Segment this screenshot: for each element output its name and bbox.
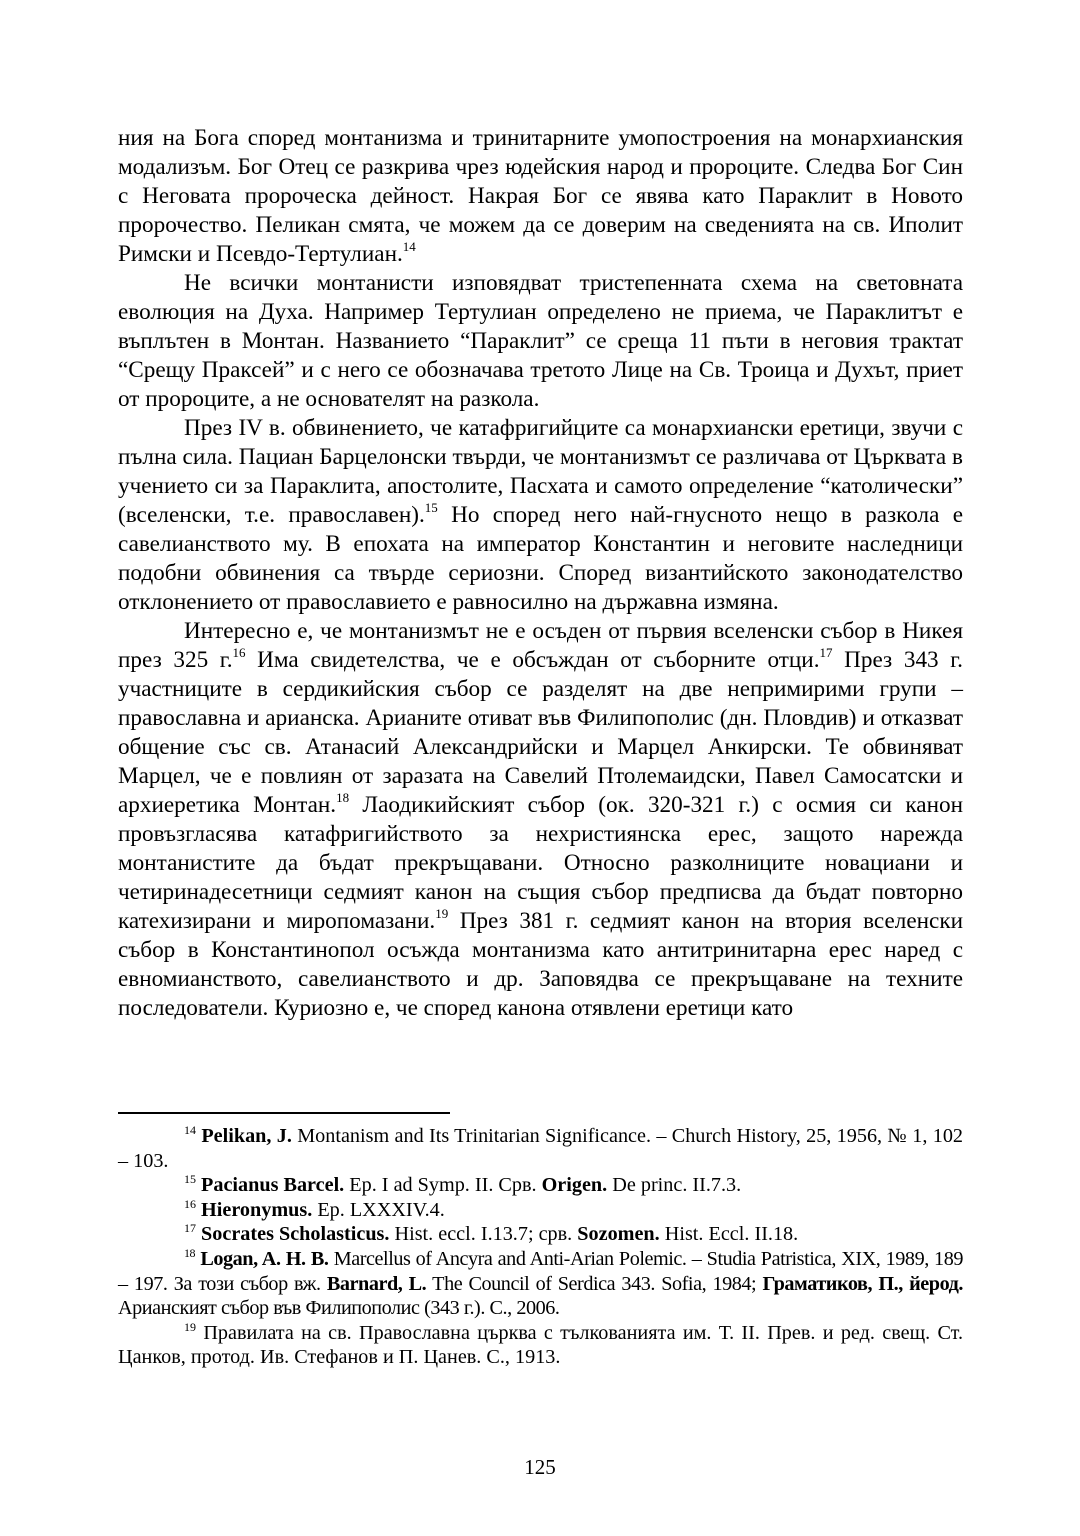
footnote bbox=[118, 1222, 963, 1247]
text-run: Лаодикийският събор (ок. 320-321 г.) с осмия си канон провъзгласява катафригийството за нехристиянска ерес, защото нарежда монтанистите да бъдат прекръщавани. Относно разколниците новациани и четиринадесетници седмият канон на същия събор предписва да бъдат повторно катехизирани и миропомазани. bbox=[118, 792, 963, 934]
paragraph bbox=[118, 414, 963, 617]
main-text bbox=[118, 124, 963, 1023]
footnote bbox=[118, 1321, 963, 1370]
text-run: Hist. Eccl. II.18. bbox=[659, 1223, 799, 1246]
cited-author: Origen. bbox=[541, 1174, 608, 1197]
paragraph bbox=[118, 124, 963, 269]
text-run: Правилата на св. Православна църква с тълкованията им. Т. II. Прев. и ред. свещ. Ст. Цанков, протод. Ив. Стефанов и П. Цанев. С., 1913. bbox=[118, 1321, 964, 1369]
page-number: 125 bbox=[524, 1455, 556, 1479]
footnote-number: 14 bbox=[184, 1123, 196, 1137]
footnote-number: 15 bbox=[184, 1172, 196, 1187]
text-run: Ep. LXXXIV.4. bbox=[312, 1198, 445, 1221]
footnote-ref: 15 bbox=[424, 500, 438, 515]
footnotes bbox=[118, 1124, 963, 1370]
text-run: Но според него най-гнусното нещо в разкола е савелианството му. В епохата на император Константин и неговите наследници подобни обвинения са твърде сериозни. Според византийското законодателство отклонението от православието е равносилно на държавна измяна. bbox=[118, 502, 963, 615]
text-run: През 343 г. участниците в сердикийския събор се разделят на две непримирими групи – православна и арианска. Арианите отиват във Филипополис (дн. Пловдив) и отказват общение със св. Атанасий Александрийски и Марцел Анкирски. Те обвиняват Марцел, че е повлиян от заразата на Савелий Птолемаидски, Павел Самосатски и архиеретика Монтан. bbox=[118, 647, 963, 818]
text-run: Ep. I ad Symp. II. Срв. bbox=[344, 1174, 542, 1197]
cited-author: Pacianus Barcel. bbox=[201, 1174, 345, 1197]
cited-author: Hieronymus. bbox=[201, 1198, 313, 1221]
text-run: The Council of Serdica 343. Sofia, 1984; bbox=[426, 1272, 763, 1295]
cited-author: Pelikan, J. bbox=[201, 1125, 292, 1147]
cited-author: Граматиков, П., йерод. bbox=[762, 1272, 963, 1295]
text-run: De princ. II.7.3. bbox=[607, 1174, 742, 1197]
text-run: Интересно е, че монтанизмът не е осъден от първия вселенски събор в Никея през 325 г. bbox=[118, 618, 963, 673]
paragraph bbox=[118, 617, 963, 1023]
text-run: Marcellus of Ancyra and Anti-Arian Polemic. – Studia Patristica, XIX, 1989, 189 – 197. За този събор вж. bbox=[118, 1247, 963, 1295]
text-run: През IV в. обвинението, че катафригийците са монархиански еретици, звучи с пълна сила. Пациан Барцелонски твърди, че монтанизмът се различава от Църквата в учението си за Параклита, апостолите, Пасхата и самото определение “католически” (вселенски, т.е. православен). bbox=[118, 415, 963, 528]
text-run: Има свидетелства, че е обсъждан от съборните отци. bbox=[245, 647, 820, 673]
text-run: Не всички монтанисти изповядват тристепенната схема на световната еволюция на Духа. Например Тертулиан определено не приема, че Параклитът е въплътен в Монтан. Названието “Параклит” се среща 11 пъти в неговия трактат “Срещу Праксей” и с него се обозначава третото Лице на Св. Троица и Духът, приет от пророците, а не основателят на разкола. bbox=[118, 270, 963, 412]
cited-author: Barnard, L. bbox=[326, 1272, 427, 1295]
footnote-number: 18 bbox=[184, 1245, 196, 1260]
footnote-ref: 18 bbox=[336, 790, 350, 805]
text-run: Montanism and Its Trinitarian Significance. – Church History, 25, 1956, № 1, 102 – 103. bbox=[118, 1125, 964, 1172]
footnote-ref: 19 bbox=[435, 906, 449, 921]
footnote-number: 17 bbox=[184, 1221, 196, 1236]
footnote-ref: 14 bbox=[402, 239, 416, 254]
cited-author: Sozomen. bbox=[577, 1223, 660, 1246]
footnote bbox=[118, 1198, 963, 1223]
footnote bbox=[118, 1247, 963, 1321]
text-run: Арианският събор във Филипополис (343 г.). С., 2006. bbox=[118, 1297, 560, 1320]
text-run: През 381 г. седмият канон на втория вселенски събор в Константинопол осъжда монтанизма като антитринитарна ерес наред с евномианството, савелианството и др. Заповядва се прекръщаване на техните последователи. Куриозно е, че според канона отявлени еретици като bbox=[118, 908, 963, 1021]
text-run: Hist. eccl. I.13.7; срв. bbox=[389, 1223, 578, 1246]
paragraph bbox=[118, 269, 963, 414]
footnote-separator bbox=[118, 1112, 450, 1114]
footnote-number: 19 bbox=[184, 1319, 196, 1334]
footnote-ref: 16 bbox=[232, 645, 246, 660]
footnote-number: 16 bbox=[184, 1196, 196, 1211]
cited-author: Socrates Scholasticus. bbox=[201, 1223, 390, 1246]
cited-author: Logan, A. H. B. bbox=[200, 1247, 329, 1270]
footnote bbox=[118, 1124, 963, 1173]
text-run: ния на Бога според монтанизма и тринитарните умопостроения на монархианския модализъм. Бог Отец се разкрива чрез юдейския народ и пророците. Следва Бог Син с Неговата пророческа дейност. Накрая Бог се явява като Параклит в Новото пророчество. Пеликан смята, че можем да се доверим на сведенията на св. Иполит Римски и Псевдо-Тертулиан. bbox=[118, 125, 963, 267]
footnote bbox=[118, 1173, 963, 1198]
footnote-ref: 17 bbox=[819, 645, 833, 660]
